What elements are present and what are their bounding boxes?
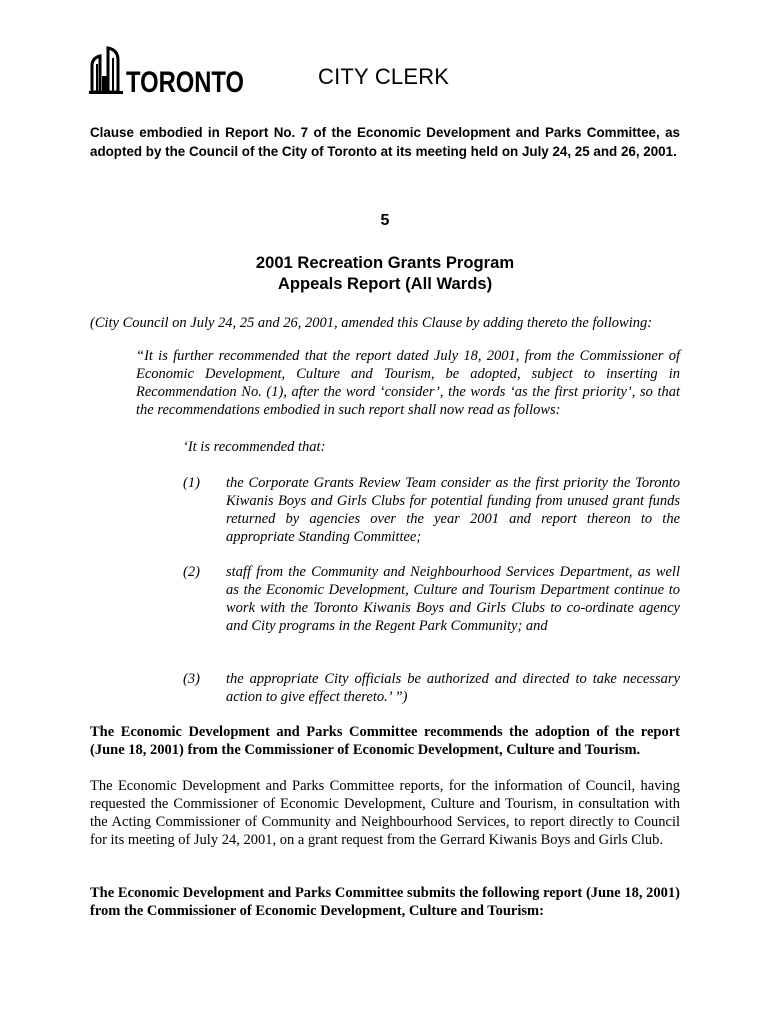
report-title bbox=[0, 252, 770, 294]
recommendation-number: (3) bbox=[183, 671, 200, 687]
committee-information: The Economic Development and Parks Committee reports, for the information of Council, having requested the Commissioner of Economic Development, Culture and Tourism, in consultation with the Acting Commissioner of Community and Neighbourhood Services, to report directly to Council for its meeting of July 24, 2001, on a grant request from the Gerrard Kiwanis Boys and Girls Club. bbox=[90, 778, 680, 848]
committee-recommendation: The Economic Development and Parks Committee recommends the adoption of the report (June 18, 2001) from the Commissioner of Economic Development, Culture and Tourism. bbox=[90, 724, 680, 758]
recommendation-text: staff from the Community and Neighbourhood Services Department, as well as the Economic Development, Culture and Tourism Department continue to work with the Toronto Kiwanis Boys and Girls Clubs to co-ordinate agency and City programs in the Regent Park Community; and bbox=[226, 564, 680, 634]
recommendation-text: the appropriate City officials be authorized and directed to take necessary action to give effect thereto.’ ”) bbox=[226, 671, 680, 705]
recommendation-number: (1) bbox=[183, 475, 200, 491]
recommendation-item bbox=[183, 474, 680, 546]
recommendation-item bbox=[183, 563, 680, 635]
recommendation-number: (2) bbox=[183, 564, 200, 580]
item-number: 5 bbox=[380, 212, 390, 229]
recommendations-intro: ‘It is recommended that: bbox=[183, 439, 326, 455]
department-heading: CITY CLERK bbox=[318, 64, 450, 89]
amendment-intro: (City Council on July 24, 25 and 26, 2001, amended this Clause by adding thereto the following: bbox=[90, 315, 653, 331]
recommendation-text: the Corporate Grants Review Team consider as the first priority the Toronto Kiwanis Boys and Girls Clubs for potential funding from unused grant funds returned by agencies over the year 2001 and report thereon to the appropriate Standing Committee; bbox=[226, 475, 680, 545]
report-title-line-2: Appeals Report (All Wards) bbox=[277, 274, 493, 293]
committee-submission: The Economic Development and Parks Committee submits the following report (June 18, 2001) from the Commissioner of Economic Development, Culture and Tourism: bbox=[90, 885, 680, 919]
city-hall-logo-icon bbox=[88, 44, 248, 99]
report-title-line-1: 2001 Recreation Grants Program bbox=[255, 253, 515, 272]
amendment-quote: “It is further recommended that the report dated July 18, 2001, from the Commissioner of Economic Development, Culture and Tourism, be adopted, subject to inserting in Recommendation No. (1), after the word ‘consider’, the words ‘as the first priority’, so that the recommendations embodied in such report shall now read as follows: bbox=[136, 348, 680, 418]
toronto-logo bbox=[88, 44, 248, 99]
clause-intro: Clause embodied in Report No. 7 of the Economic Development and Parks Committee, as adopted by the Council of the City of Toronto at its meeting held on July 24, 25 and 26, 2001. bbox=[90, 125, 680, 159]
logo-wordmark: TORONTO bbox=[126, 66, 244, 99]
recommendation-item bbox=[183, 670, 680, 706]
